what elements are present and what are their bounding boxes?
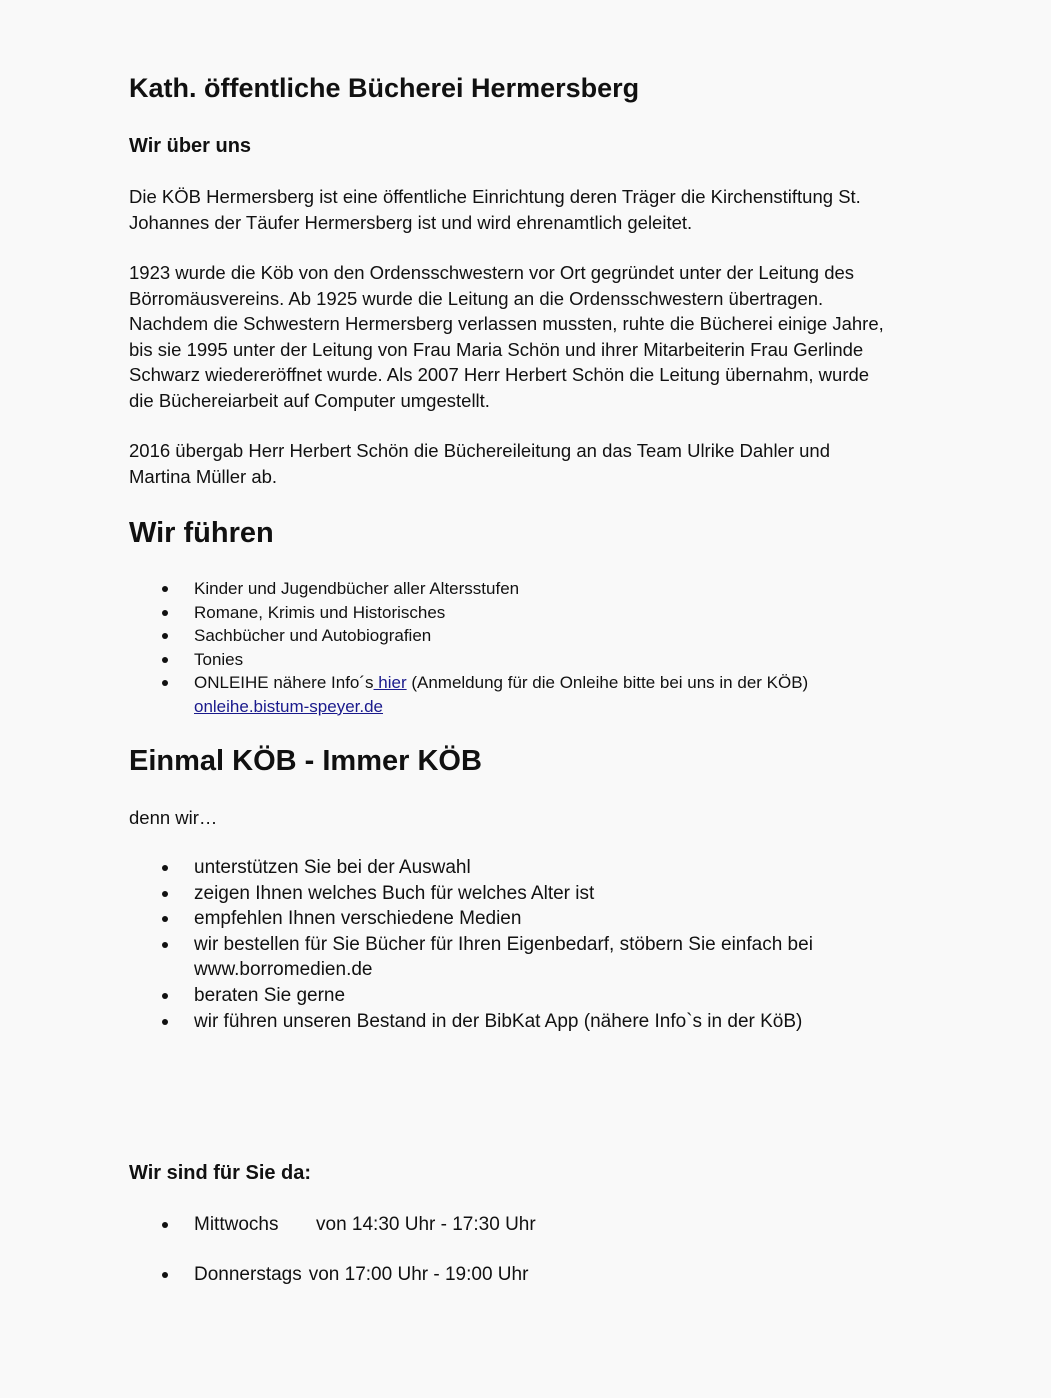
about-paragraph-1 (129, 184, 861, 235)
text-line: Johannes der Täufer Hermersberg ist und wird ehrenamtlich geleitet. (129, 211, 693, 233)
list-item: beraten Sie gerne (194, 983, 813, 1009)
onleihe-suffix: (Anmeldung für die Onleihe bitte bei uns in der KÖB) (406, 673, 809, 692)
list-item: zeigen Ihnen welches Buch für welches Alter ist (194, 881, 813, 907)
hours-day: Mittwochs (194, 1214, 279, 1235)
hours-list (194, 1212, 536, 1287)
hours-entry (194, 1262, 536, 1287)
hours-time: von 17:00 Uhr - 19:00 Uhr (308, 1264, 529, 1285)
hours-heading: Wir sind für Sie da: (129, 1162, 312, 1184)
list-item-onleihe (194, 671, 808, 718)
onleihe-url-link[interactable]: onleihe.bistum-speyer.de (194, 696, 384, 716)
text-line: Börromäusvereins. Ab 1925 wurde die Leitung an die Ordensschwestern übertragen. (129, 287, 824, 309)
slogan-list (194, 855, 813, 1034)
text-line: 2016 übergab Herr Herbert Schön die Büchereileitung an das Team Ulrike Dahler und (129, 440, 831, 461)
about-paragraph-3 (129, 438, 830, 489)
offer-list (194, 577, 808, 718)
text-line: die Büchereiarbeit auf Computer umgestellt. (129, 389, 490, 411)
about-paragraph-2 (129, 260, 884, 414)
hours-day: Donnerstags (194, 1264, 302, 1285)
offer-heading: Wir führen (129, 517, 274, 549)
about-heading: Wir über uns (129, 135, 252, 157)
list-item: Sachbücher und Autobiografien (194, 624, 808, 648)
text-line: 1923 wurde die Köb von den Ordensschwestern vor Ort gegründet unter der Leitung des (129, 262, 855, 283)
hours-entry (194, 1212, 536, 1237)
list-item: wir führen unseren Bestand in der BibKat App (nähere Info`s in der KöB) (194, 1009, 813, 1035)
list-item: Tonies (194, 648, 808, 672)
list-item: empfehlen Ihnen verschiedene Medien (194, 906, 813, 932)
list-item: Kinder und Jugendbücher aller Altersstufen (194, 577, 808, 601)
onleihe-prefix: ONLEIHE nähere Info´s (194, 673, 374, 692)
hours-time: von 14:30 Uhr - 17:30 Uhr (316, 1214, 536, 1235)
list-item: Romane, Krimis und Historisches (194, 601, 808, 625)
borromedien-url: www.borromedien.de (194, 959, 373, 981)
text-line: Schwarz wiedereröffnet wurde. Als 2007 Herr Herbert Schön die Leitung übernahm, wurde (129, 364, 870, 386)
onleihe-hier-link[interactable]: hier (373, 673, 407, 692)
order-text: wir bestellen für Sie Bücher für Ihren Eigenbedarf, stöbern Sie einfach bei (194, 933, 813, 955)
text-line: bis sie 1995 unter der Leitung von Frau Maria Schön und ihrer Mitarbeiterin Frau Gerlinde (129, 338, 864, 360)
text-line: Die KÖB Hermersberg ist eine öffentliche Einrichtung deren Träger die Kirchenstiftung St. (129, 186, 861, 207)
text-line: Martina Müller ab. (129, 465, 278, 487)
slogan-intro: denn wir… (129, 807, 218, 828)
list-item: unterstützen Sie bei der Auswahl (194, 855, 813, 881)
page-title: Kath. öffentliche Bücherei Hermersberg (129, 73, 640, 103)
slogan-heading: Einmal KÖB - Immer KÖB (129, 745, 482, 777)
list-item-order (194, 932, 813, 983)
text-line: Nachdem die Schwestern Hermersberg verlassen mussten, ruhte die Bücherei einige Jahre, (129, 313, 884, 335)
